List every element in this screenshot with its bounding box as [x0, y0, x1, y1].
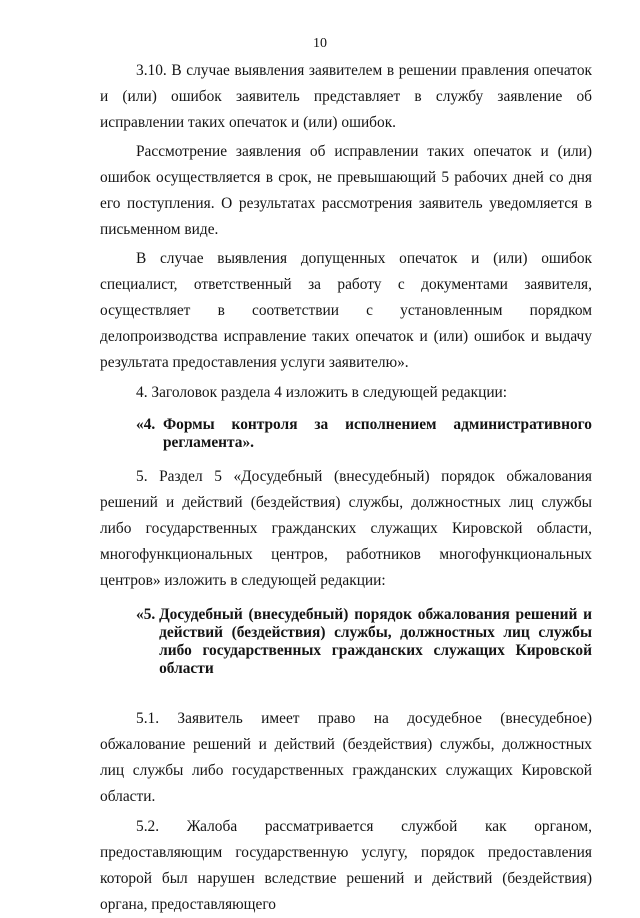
paragraph-item-4: 4. Заголовок раздела 4 изложить в следующей редакции: [136, 384, 508, 401]
document-body [100, 58, 592, 918]
paragraph-5-2: 5.2. Жалоба рассматривается службой как органом, предоставляющим государственную услугу, порядок предоставления которой был нарушен вследствие решений и действий (бездействия) органа, предоставляющего [100, 818, 592, 913]
section-4-heading-label: «4. [136, 416, 163, 433]
section-4-heading-line: регламента». [162, 434, 255, 451]
section-4-heading-text [163, 416, 592, 452]
section-4-heading [100, 416, 592, 452]
section-5-heading-text [159, 606, 592, 678]
section-5-heading [100, 606, 592, 678]
section-4-heading-line: Формы контроля за исполнением административного [162, 416, 592, 433]
paragraph-review-term: Рассмотрение заявления об исправлении таких опечаток и (или) ошибок осуществляется в срок, не превышающий 5 рабочих дней со дня его поступления. О результатах рассмотрения заявитель уведомляется в письменном виде. [100, 143, 592, 238]
paragraph-5-1: 5.1. Заявитель имеет право на досудебное (внесудебное) обжалование решений и действий (бездействия) службы, должностных лиц службы либо государственных гражданских служащих Кировской области. [100, 710, 592, 805]
section-5-heading-line: области [159, 660, 214, 677]
section-5-heading-line: Досудебный (внесудебный) порядок обжалования решений и [159, 606, 592, 623]
paragraph-item-5: 5. Раздел 5 «Досудебный (внесудебный) порядок обжалования решений и действий (бездействия) службы, должностных лиц службы либо государственных гражданских служащих Кировской области, многофункциональных центров, работников многофункциональных центров» изложить в следующей редакции: [100, 468, 592, 589]
section-5-heading-line: либо государственных гражданских служащих Кировской [159, 642, 592, 659]
section-5-heading-label: «5. [136, 606, 160, 623]
page-number: 10 [313, 36, 327, 51]
paragraph-3-10: 3.10. В случае выявления заявителем в решении правления опечаток и (или) ошибок заявитель представляет в службу заявление об исправлении таких опечаток и (или) ошибок. [100, 62, 592, 131]
section-5-heading-line: действий (бездействия) службы, должностных лиц службы [159, 624, 592, 641]
paragraph-error-correction: В случае выявления допущенных опечаток и (или) ошибок специалист, ответственный за работу с документами заявителя, осуществляет в соответствии с установленным порядком делопроизводства исправление таких опечаток и (или) ошибок и выдачу результата предоставления услуги заявителю». [100, 250, 592, 371]
